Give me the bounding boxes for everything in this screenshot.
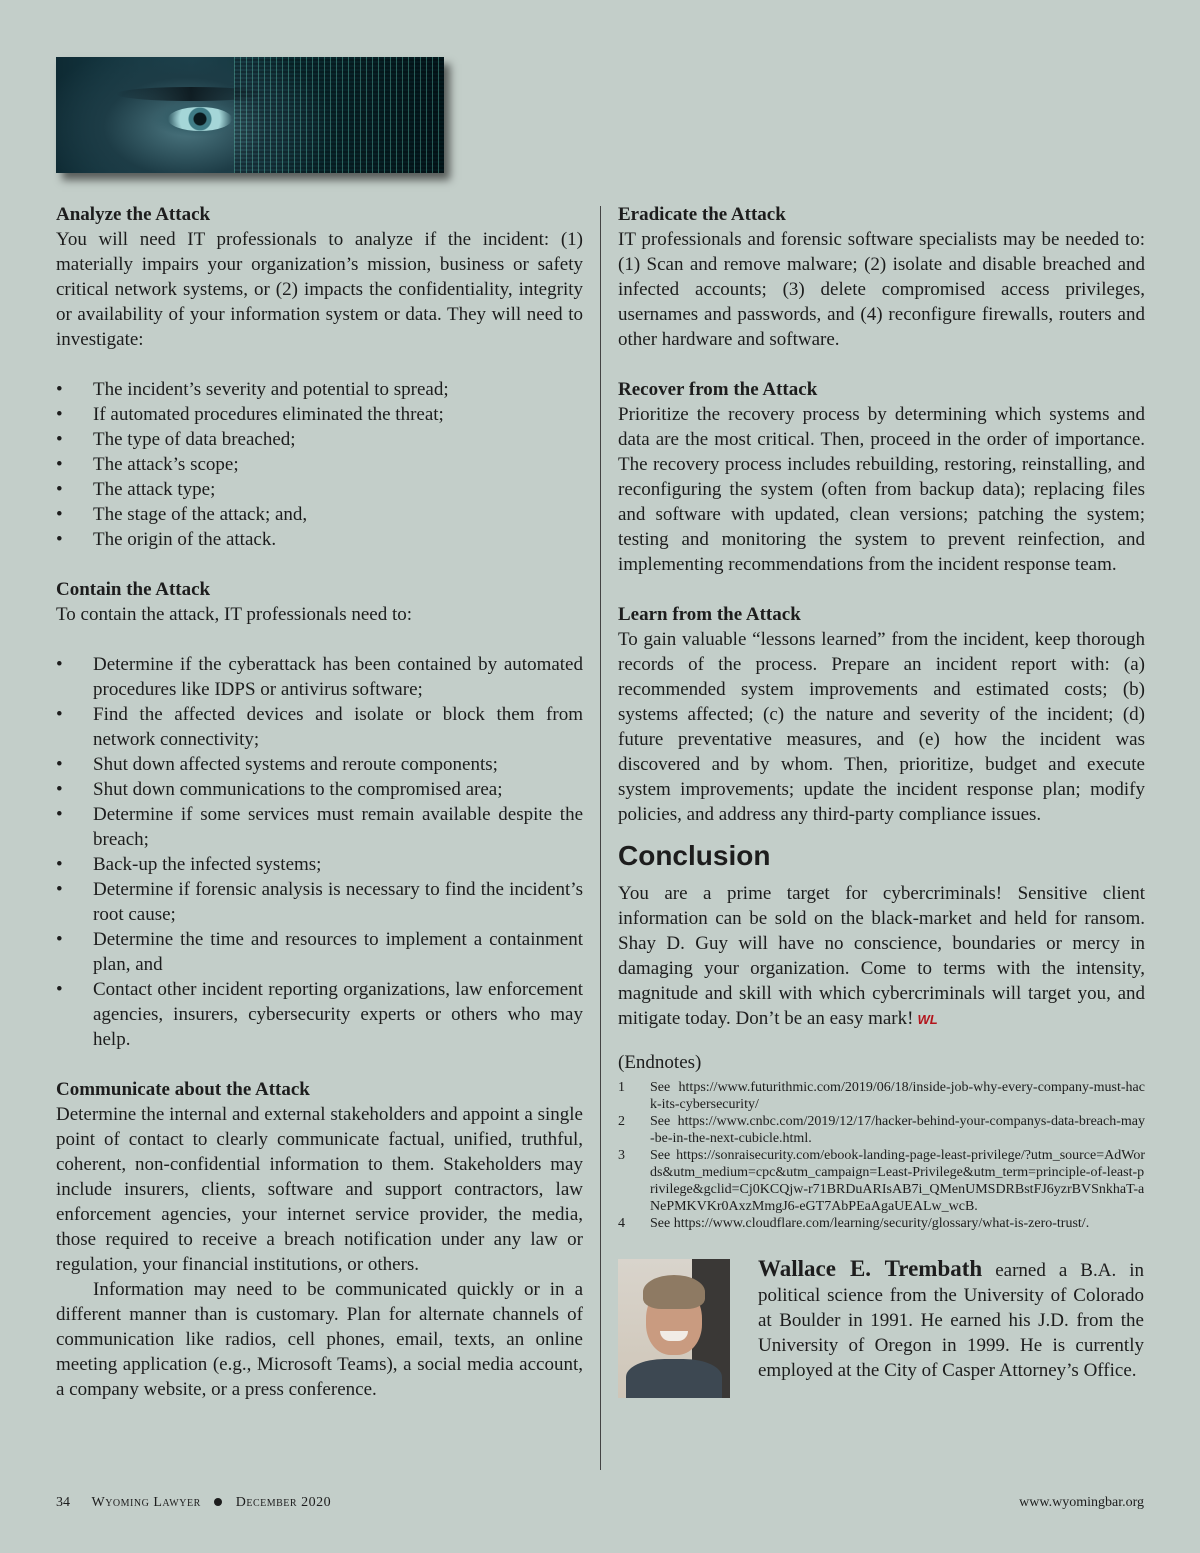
left-column [56,202,583,1402]
endnotes-list [618,1079,1145,1232]
endnote-number: 4 [618,1216,625,1231]
list-item: • Determine the time and resources to implement a containment plan, and [56,927,583,977]
list-item: • If automated procedures eliminated the threat; [56,402,583,427]
footer-left [56,1494,331,1512]
learn-heading: Learn from the Attack [618,604,801,625]
recover-body: Prioritize the recovery process by determining which systems and data are the most critical. Then, proceed in the order of importance. The recovery process includes rebuilding, restoring, reinstalling, and reconfiguring the system (often from backup data); replacing files and software with updated, clean versions; patching the system; testing and monitoring the system to prevent reinfection, and implementing recommendations from the incident response team. [618,404,1145,575]
list-item: • The stage of the attack; and, [56,502,583,527]
endnote-number: 1 [618,1080,625,1095]
communicate-paragraph-2: Information may need to be communicated quickly or in a different manner than is customary. Plan for alternate channels of communication like radios, cell phones, email, texts, an online meeting application (e.g., Microsoft Teams), a social media account, a company website, or a press conference. [56,1279,583,1400]
endnote-item [618,1113,1145,1147]
list-item: • The attack type; [56,477,583,502]
conclusion-heading: Conclusion [618,840,771,871]
conclusion-body [618,881,1145,1032]
endnote-number: 2 [618,1114,625,1129]
page-number: 34 [56,1495,70,1510]
author-bio-text [758,1256,1144,1383]
author-name: Wallace E. Trembath [758,1256,983,1281]
author-bio [618,1256,1145,1398]
right-column [618,202,1145,1398]
list-item: • Back-up the infected systems; [56,852,583,877]
analyze-body: You will need IT professionals to analyze if the incident: (1) materially impairs your organization’s mission, business or safety critical network systems, or (2) impacts the confidentiality, integrity or availability of your information system or data. They will need to investigate: [56,229,583,350]
list-item: • The incident’s severity and potential to spread; [56,377,583,402]
list-item: • Contact other incident reporting organizations, law enforcement agencies, insurers, cybersecurity experts or others who may help. [56,977,583,1052]
author-photo [618,1259,730,1398]
list-item: • The origin of the attack. [56,527,583,552]
list-item: • The type of data breached; [56,427,583,452]
eradicate-heading: Eradicate the Attack [618,204,786,225]
endnote-item [618,1215,1145,1232]
cyber-eye-image [56,57,444,173]
communicate-paragraph-1: Determine the internal and external stakeholders and appoint a single point of contact to clearly communicate factual, unified, truthful, coherent, non-confidential information to them. Stakeholders may include insurers, clients, software and support contractors, law enforcement agencies, your internet service provider, the media, those required to receive a breach notification under any law or regulation, your financial institutions, or others. [56,1104,583,1275]
wl-end-mark: WL [917,1012,938,1027]
communicate-heading: Communicate about the Attack [56,1079,310,1100]
endnotes-title: (Endnotes) [618,1052,702,1073]
list-item: • The attack’s scope; [56,452,583,477]
list-item: • Determine if forensic analysis is necessary to find the incident’s root cause; [56,877,583,927]
list-item: • Shut down affected systems and reroute components; [56,752,583,777]
list-item: • Determine if some services must remain available despite the breach; [56,802,583,852]
endnote-item [618,1079,1145,1113]
matrix-code-overlay [234,57,444,173]
learn-body: To gain valuable “lessons learned” from the incident, keep thorough records of the process. Prepare an incident report with: (a) recommended system improvements and estimated costs; (b) systems affected; (c) the nature and severity of the incident; (d) future preventative measures, and (e) how the incident was discovered and by whom. Then, prioritize, budget and execute system improvements; update the incident response plan; modify policies, and address any third-party compliance issues. [618,629,1145,825]
contain-heading: Contain the Attack [56,579,211,600]
conclusion-text: You are a prime target for cybercriminals! Sensitive client information can be sold on the black-market and held for ransom. Shay D. Guy will have no conscience, boundaries or mercy in damaging your organization. Come to terms with the intensity, magnitude and skill with which cybercriminals will target you, and mitigate today. Don’t be an easy mark! [618,883,1145,1029]
endnote-text[interactable]: See https://www.cloudflare.com/learning/security/glossary/what-is-zero-trust/. [650,1216,1090,1231]
endnote-number: 3 [618,1148,625,1163]
list-item: • Find the affected devices and isolate or block them from network connectivity; [56,702,583,752]
endnote-item [618,1147,1145,1215]
author-bio-body: earned a B.A. in political science from the University of Colorado at Boulder in 1991. He earned his J.D. from the University of Oregon in 1999. He is currently employed at the City of Casper Attorney’s Office. [758,1260,1145,1381]
contain-bullet-list [56,652,583,1052]
bullet-dot-icon [214,1498,222,1506]
list-item: • Determine if the cyberattack has been contained by automated procedures like IDPS or antivirus software; [56,652,583,702]
eradicate-body: IT professionals and forensic software specialists may be needed to: (1) Scan and remove malware; (2) isolate and disable breached and infected accounts; (3) delete compromised access privileges, usernames and passwords, and (4) reconfigure firewalls, routers and other hardware and software. [618,229,1145,350]
contain-body: To contain the attack, IT professionals need to: [56,604,413,625]
issue-date: December 2020 [235,1495,332,1510]
eye-icon [168,107,232,131]
footer-website[interactable]: www.wyomingbar.org [1019,1495,1144,1510]
recover-heading: Recover from the Attack [618,379,818,400]
endnote-text[interactable]: See https://www.futurithmic.com/2019/06/18/inside-job-why-every-company-must-hack-its-cybersecurity/ [650,1080,1145,1112]
analyze-heading: Analyze the Attack [56,204,211,225]
endnote-text[interactable]: See https://www.cnbc.com/2019/12/17/hacker-behind-your-companys-data-breach-may-be-in-the-next-cubicle.html. [650,1114,1145,1146]
analyze-bullet-list [56,377,583,552]
endnote-text[interactable]: See https://sonraisecurity.com/ebook-landing-page-least-privilege/?utm_source=AdWords&utm_medium=cpc&utm_campaign=Least-Privilege&utm_term=principle-of-least-privilege&gclid=Cj0KCQjw-r71BRDuARIsAB7i_QMenUMSDRBstFJ6yzrBVSnkhaT-aNePMKVKr0AxzMmgJ6-eGT7AbPEaAgaUEALw_wcB. [650,1148,1145,1214]
column-divider [600,206,601,1470]
publication-name: Wyoming Lawyer [91,1495,201,1510]
list-item: • Shut down communications to the compromised area; [56,777,583,802]
